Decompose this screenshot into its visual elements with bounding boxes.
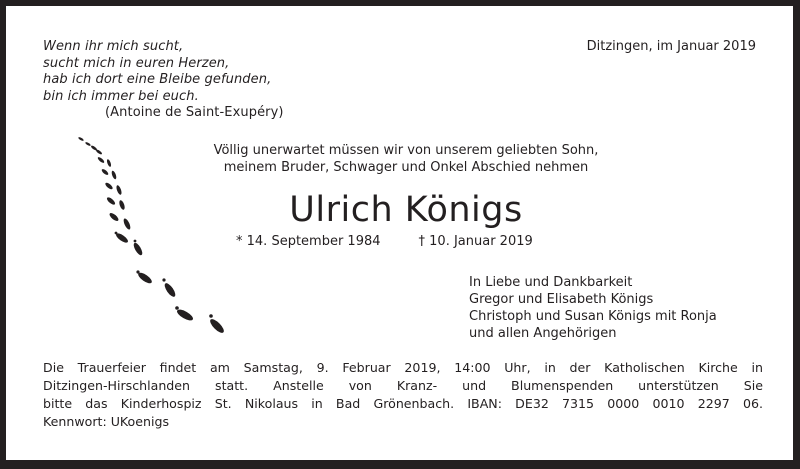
mourners-line: Christoph und Susan Königs mit Ronja — [469, 309, 717, 324]
mourners-line: Gregor und Elisabeth Königs — [469, 292, 654, 307]
intro-line: meinem Bruder, Schwager und Onkel Abschied nehmen — [223, 160, 589, 175]
birth-date: * 14. September 1984 — [236, 234, 381, 249]
life-dates — [236, 234, 533, 250]
quote-block — [43, 39, 284, 122]
death-date: † 10. Januar 2019 — [418, 234, 533, 249]
quote-line: bin ich immer bei euch. — [43, 88, 199, 104]
notice-line: Ditzingen-Hirschlanden statt. Anstelle von Kranz- und Blumenspenden unterstützen Sie — [43, 378, 763, 393]
quote-line: sucht mich in euren Herzen, — [43, 55, 230, 71]
intro-line: Völlig unerwartet müssen wir von unserem geliebten Sohn, — [213, 143, 599, 158]
notice-line: bitte das Kinderhospiz St. Nikolaus in Bad Grönenbach. IBAN: DE32 7315 0000 0010 2297 06. — [43, 396, 763, 411]
notice-line: Kennwort: UKoenigs — [43, 414, 170, 429]
deceased-name: Ulrich Königs — [289, 190, 523, 230]
intro-text — [156, 142, 656, 176]
quote-author: (Antoine de Saint-Exupéry) — [105, 105, 284, 120]
place-date: Ditzingen, im Januar 2019 — [586, 39, 756, 54]
quote-line: hab ich dort eine Bleibe gefunden, — [43, 72, 272, 87]
mourners-line: In Liebe und Dankbarkeit — [469, 275, 633, 290]
mourners-block — [469, 274, 717, 342]
obituary-notice — [6, 6, 793, 460]
funeral-notice — [43, 359, 763, 431]
notice-line: Die Trauerfeier findet am Samstag, 9. Februar 2019, 14:00 Uhr, in der Katholischen Kirche in — [43, 360, 763, 375]
quote-line: Wenn ihr mich sucht, — [43, 39, 184, 54]
mourners-line: und allen Angehörigen — [469, 326, 617, 341]
